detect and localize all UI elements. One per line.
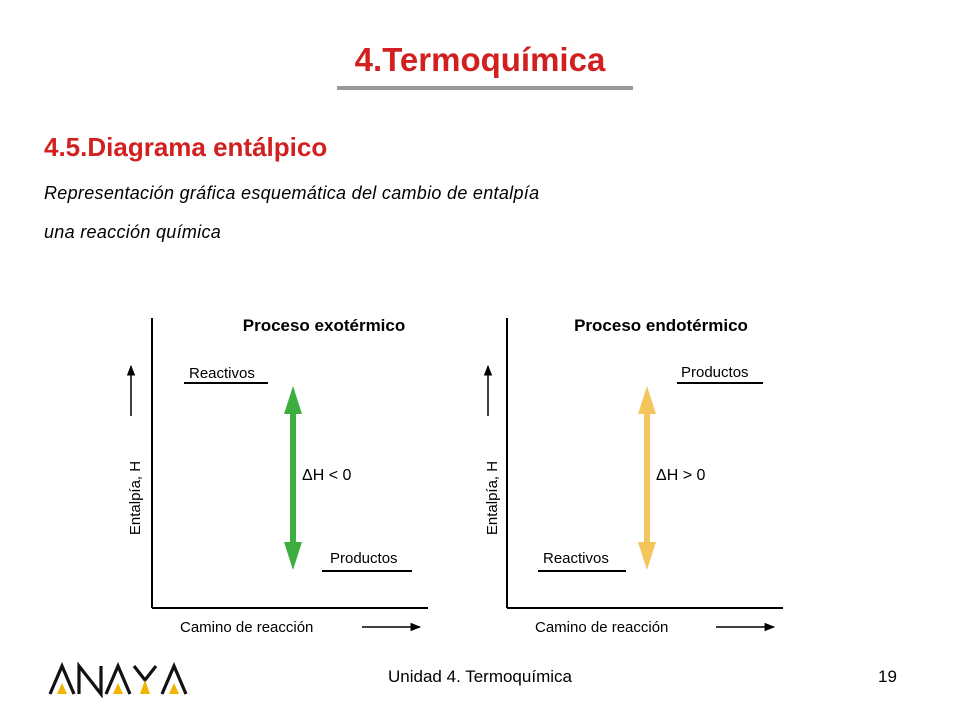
exo-x-label: Camino de reacción	[180, 619, 314, 636]
description-line-2: una reacción química	[44, 222, 222, 242]
description-line-1: Representación gráfica esquemática del cambio de entalpía	[44, 183, 540, 203]
endo-lower-level-label: Reactivos	[543, 550, 609, 567]
exo-y-label: Entalpía, H	[127, 460, 144, 536]
exo-delta-h-arrow	[284, 386, 302, 570]
exo-lower-level-label: Productos	[330, 550, 398, 567]
endo-title: Proceso endotérmico	[574, 316, 748, 335]
section-heading: 4.5.Diagrama entálpico	[44, 132, 328, 162]
exo-delta-h-label: ΔH < 0	[302, 467, 352, 484]
exothermic-diagram	[127, 316, 428, 636]
endo-delta-h-arrow	[638, 386, 656, 570]
footer-unit-title: Unidad 4. Termoquímica	[388, 667, 572, 686]
endo-x-label: Camino de reacción	[535, 619, 669, 636]
exo-upper-level-label: Reactivos	[189, 365, 255, 382]
slide-title: 4.Termoquímica	[354, 41, 606, 78]
page-number: 19	[878, 667, 897, 686]
endo-delta-h-label: ΔH > 0	[656, 467, 706, 484]
endothermic-diagram	[484, 316, 783, 636]
exo-title: Proceso exotérmico	[242, 316, 406, 335]
endo-upper-level-label: Productos	[681, 364, 749, 381]
endo-y-label: Entalpía, H	[484, 460, 501, 536]
